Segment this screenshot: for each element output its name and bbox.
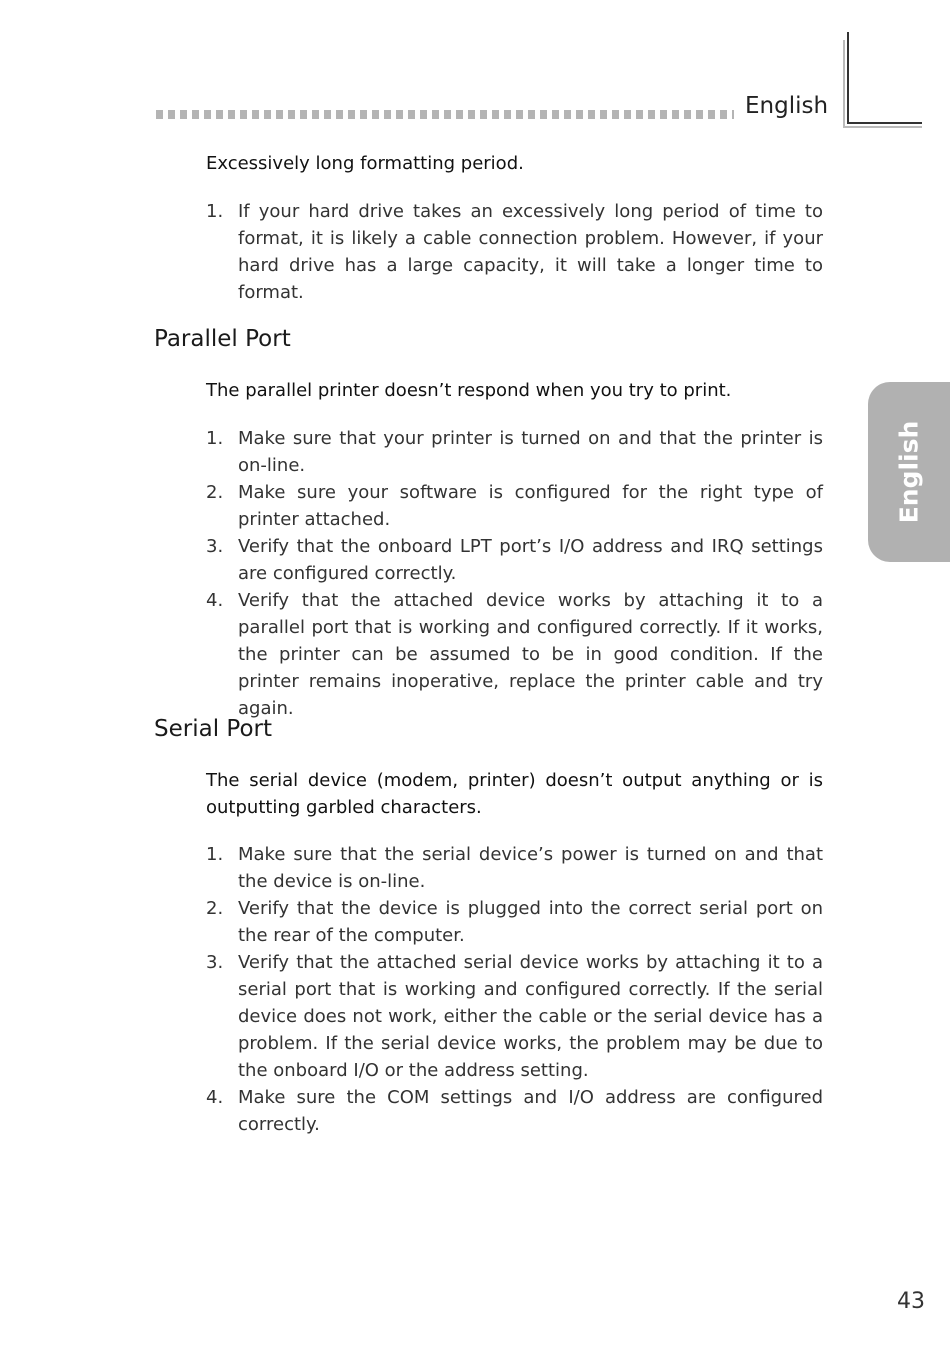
list-item (206, 479, 823, 533)
list-item (206, 533, 823, 587)
parallel-steps (206, 425, 823, 722)
language-side-tab (868, 382, 950, 562)
list-item (206, 587, 823, 722)
step-number: 4. (206, 1087, 224, 1108)
list-item (206, 1084, 823, 1138)
page-number: 43 (897, 1289, 925, 1314)
step-number: 3. (206, 536, 224, 557)
corner-mark-vertical (847, 32, 849, 124)
corner-mark-shadow-vertical (843, 40, 845, 127)
list-item (206, 425, 823, 479)
side-tab-label: English (894, 420, 924, 524)
step-text: Make sure that the serial device’s power is turned on and that the device is on-line. (238, 844, 823, 892)
step-number: 2. (206, 898, 224, 919)
list-item (206, 949, 823, 1084)
step-text: Make sure that your printer is turned on and that the printer is on-line. (238, 428, 823, 476)
step-number: 2. (206, 482, 224, 503)
header-language-label: English (745, 93, 829, 119)
corner-mark-shadow-horizontal (843, 126, 922, 128)
parallel-problem: The parallel printer doesn’t respond when you try to print. (206, 380, 732, 401)
step-number: 1. (206, 844, 224, 865)
corner-mark-horizontal (847, 122, 922, 124)
step-number: 1. (206, 428, 224, 449)
step-text: Verify that the device is plugged into the correct serial port on the rear of the computer. (238, 898, 823, 946)
format-problem: Excessively long formatting period. (206, 153, 524, 174)
list-item (206, 895, 823, 949)
step-text: Make sure your software is configured for the right type of printer attached. (238, 482, 823, 530)
serial-port-heading: Serial Port (154, 716, 272, 742)
step-text: Verify that the onboard LPT port’s I/O address and IRQ settings are configured correctly. (238, 536, 823, 584)
format-steps (206, 198, 823, 306)
header-dotted-rule (156, 110, 734, 119)
list-item (206, 198, 823, 306)
step-text: Make sure the COM settings and I/O address are configured correctly. (238, 1087, 823, 1135)
step-text: Verify that the attached device works by attaching it to a parallel port that is working and configured correctly. If it works, the printer can be assumed to be in good condition. If the printer remains inoperative, replace the printer cable and try again. (238, 590, 823, 719)
parallel-port-heading: Parallel Port (154, 326, 291, 352)
step-number: 1. (206, 201, 224, 222)
serial-steps (206, 841, 823, 1138)
step-number: 3. (206, 952, 224, 973)
list-item (206, 841, 823, 895)
step-number: 4. (206, 590, 224, 611)
step-text: If your hard drive takes an excessively long period of time to format, it is likely a cable connection problem. However, if your hard drive has a large capacity, it will take a longer time to format. (238, 201, 823, 303)
step-text: Verify that the attached serial device works by attaching it to a serial port that is working and configured correctly. If the serial device does not work, either the cable or the serial device has a problem. If the serial device works, the problem may be due to the onboard I/O or the address setting. (238, 952, 823, 1081)
serial-problem: The serial device (modem, printer) doesn’t output anything or is outputting garbled characters. (206, 770, 823, 818)
